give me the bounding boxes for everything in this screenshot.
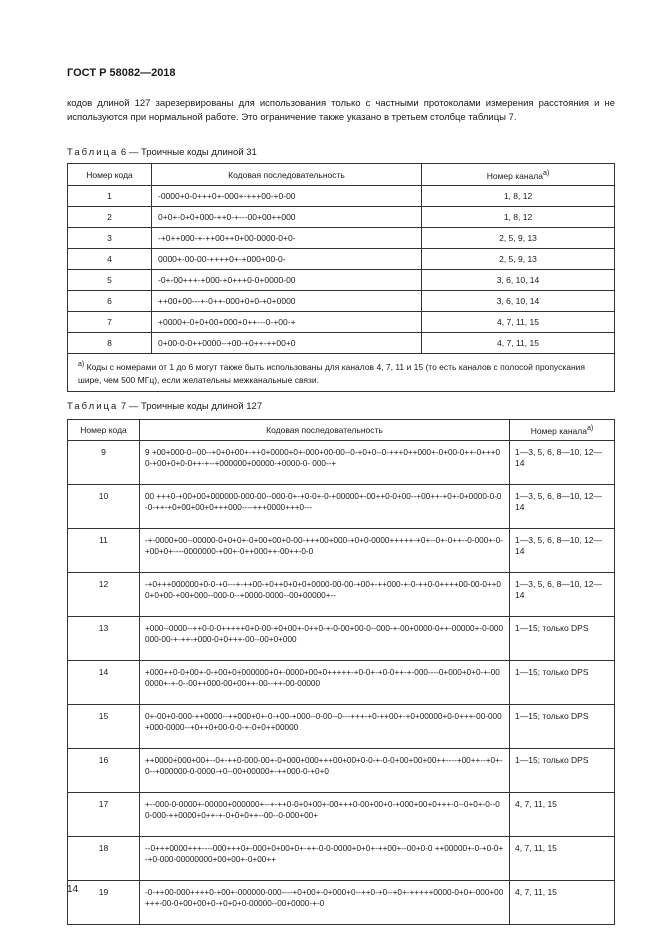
table6-header-ch (422, 164, 615, 186)
code-number: 7 (68, 312, 152, 333)
table6-caption (67, 147, 257, 158)
code-sequence: +000--0000--++0-0-0+++++0+0-00-+0+00+-0++0-+-0-00+00-0--000-+-00+0000-0++-00000+-0-000000-00-+-++-+000-0+0+++-00--00+0+000 (140, 617, 510, 661)
channel-numbers: 1—15; только DPS (510, 705, 615, 749)
code-sequence: -+0+++000000+0-0-+0---+-++00-+0++0+0+0+0000-00-00-+00+-++000-+-0-++0-0++++00-00-0++00+0+00-+00+000--000-0--+0000-0000--00+00000+-- (140, 573, 510, 617)
channel-numbers: 1—3, 5, 6, 8—10, 12— 14 (510, 441, 615, 485)
table7-caption-label: Таблица (67, 401, 119, 412)
code-number: 11 (68, 529, 140, 573)
table6-header-num: Номер кода (68, 164, 152, 186)
code-sequence: +0000+-0+0+00+000+0++---0-+00-+ (152, 312, 422, 333)
channel-numbers: 4, 7, 11, 15 (422, 312, 615, 333)
channel-numbers: 1—15; только DPS (510, 617, 615, 661)
table7-header-num: Номер кода (68, 420, 140, 441)
table-row (68, 617, 615, 661)
table-row (68, 207, 615, 228)
channel-numbers: 1—3, 5, 6, 8—10, 12—14 (510, 573, 615, 617)
code-sequence: 0000+-00-00-++++0+-+000+00-0- (152, 249, 422, 270)
table6-header-footnote-mark: a) (542, 168, 550, 177)
channel-numbers: 1—15; только DPS (510, 749, 615, 793)
code-sequence: -0+-00+++-+000-+0+++0-0+0000-00 (152, 270, 422, 291)
table7-header-seq: Кодовая последовательность (140, 420, 510, 441)
code-sequence: -0-++00-000++++0-+00+-000000-000----+0+00+-0+000+0--++0-+0--+0+-+++++0000-0+0+-000+00+++-00-0+00+00+0-+0+0+0-00000--00+0000-+-0 (140, 881, 510, 925)
code-sequence: 0+00-0-0++0000--+00-+0++-++00+0 (152, 333, 422, 354)
table-row (68, 661, 615, 705)
table7-header-ch-text: Номер канала (530, 425, 587, 436)
table6-header-seq: Кодовая последовательность (152, 164, 422, 186)
code-sequence: ++00+00---+-0++-000+0+0-+0+0000 (152, 291, 422, 312)
table7-header-ch (510, 420, 615, 441)
table-row (68, 186, 615, 207)
channel-numbers: 3, 6, 10, 14 (422, 270, 615, 291)
table6-header-ch-text: Номер канала (486, 170, 543, 181)
channel-numbers: 1, 8, 12 (422, 186, 615, 207)
code-sequence: 9 +00+000-0--00--+0+0+00+-++0+0000+0+-000+00-00--0-+0+0--0-+++0++000+-0+00-0++-0+++00-+00+0+0-0++-+--+000000+00000-+0000-0- 000--+ (140, 441, 510, 485)
table6-note (68, 354, 615, 392)
code-number: 2 (68, 207, 152, 228)
table6-header-row (68, 164, 615, 186)
table-row (68, 291, 615, 312)
code-number: 15 (68, 705, 140, 749)
table6-note-row (68, 354, 615, 392)
code-number: 16 (68, 749, 140, 793)
code-number: 12 (68, 573, 140, 617)
table7-header-row (68, 420, 615, 441)
code-number: 6 (68, 291, 152, 312)
intro-paragraph (67, 97, 615, 125)
code-number: 9 (68, 441, 140, 485)
code-number: 17 (68, 793, 140, 837)
table-row (68, 529, 615, 573)
code-sequence: -+-0000+00--00000-0+0+0+-0+00+00+0-00-+++00+000-+0+0-0000+++++-+0+--0+-0++--0-000+-0-+00+0+----0000000-+00+-0++000++-00++-0-0 (140, 529, 510, 573)
code-number: 4 (68, 249, 152, 270)
table6-caption-text: 6 — Троичные коды длиной 31 (120, 147, 257, 158)
table7 (67, 419, 615, 925)
table-row (68, 837, 615, 881)
table6-body (68, 186, 615, 354)
table-row (68, 333, 615, 354)
code-sequence: -+0++000-+-++00++0+00-0000-0+0- (152, 228, 422, 249)
channel-numbers: 4, 7, 11, 15 (422, 333, 615, 354)
channel-numbers: 4, 7, 11, 15 (510, 881, 615, 925)
code-number: 14 (68, 661, 140, 705)
code-sequence: -0000+0-0+++0+-000+-+++00-+0-00 (152, 186, 422, 207)
channel-numbers: 2, 5, 9, 13 (422, 249, 615, 270)
table-row (68, 573, 615, 617)
channel-numbers: 2, 5, 9, 13 (422, 228, 615, 249)
table-row (68, 881, 615, 925)
code-number: 5 (68, 270, 152, 291)
channel-numbers: 1—3, 5, 6, 8—10, 12—14 (510, 529, 615, 573)
table7-body (68, 441, 615, 925)
channel-numbers: 1, 8, 12 (422, 207, 615, 228)
table-row (68, 749, 615, 793)
channel-numbers: 4, 7, 11, 15 (510, 793, 615, 837)
code-sequence: 0+0+-0+0+000-++0-+---00+00++000 (152, 207, 422, 228)
channel-numbers: 1—3, 5, 6, 8—10, 12—14 (510, 485, 615, 529)
table7-caption-text: 7 — Троичные коды длиной 127 (120, 401, 263, 412)
channel-numbers: 3, 6, 10, 14 (422, 291, 615, 312)
code-sequence: ++0000+000+00+--0+-++0-000-00+-0+000+000+++00+00+0-0-+-0-0+00+00+00++----+00++--+0+-0--+000000-0-0000-+0--00+00000+-++000-0-+0+0 (140, 749, 510, 793)
code-number: 18 (68, 837, 140, 881)
document-header: ГОСТ Р 58082—2018 (67, 67, 176, 79)
table6-note-text: Коды с номерами от 1 до 6 могут также быть использованы для каналов 4, 7, 11 и 15 (то есть каналов с полосой пропускания шире, чем 500 МГц), если желательны межканальные связи. (78, 361, 586, 385)
table-row (68, 485, 615, 529)
code-sequence: --0+++0000+++----000+++0+-000+0+00+0+-++-0-0-0000+0+0+-++00+--00+0-0 ++00000+-0-+0-0+-+0-000-00000000+00+00+-0+00++ (140, 837, 510, 881)
table-row (68, 249, 615, 270)
table7-caption (67, 401, 262, 412)
table6 (67, 163, 615, 392)
code-number: 1 (68, 186, 152, 207)
table-row (68, 705, 615, 749)
table6-caption-label: Таблица (67, 147, 119, 158)
table7-header-footnote-mark: a) (586, 424, 594, 433)
code-sequence: 00 +++0-+00+00+000000-000-00--000-0+-+0-0+-0-+00000+-00++0-0+00--+00++-+0+-0+0000-0-0-0-++-+0+00+00+0+++000----+++0000+++0--- (140, 485, 510, 529)
table-row (68, 441, 615, 485)
intro-text: кодов длиной 127 зарезервированы для использования только с частными протоколами измерения расстояния и не используются при нормальной работе. Это ограничение также указано в третьем столбце таблицы 7. (67, 98, 615, 123)
code-sequence: +--000-0-0000+-00000+000000+--+-++0-0+0+00+-00+++0-00+00+0-+000+00+0+++-0--0+0+-0--00-000-++0000+0++-+-0+0+0++--00--0-000+00+ (140, 793, 510, 837)
code-sequence: +000++0-0+00+-0-+00+0+000000+0+-0000+00+0+++++-+0-0+-+0-0++-+-000----0+000+0+0-+-000000+-+-0--00++000-00+00++-00--++-00-00000 (140, 661, 510, 705)
page-number: 14 (67, 884, 79, 895)
channel-numbers: 1—15; только DPS (510, 661, 615, 705)
table-row (68, 312, 615, 333)
code-number: 13 (68, 617, 140, 661)
channel-numbers: 4, 7, 11, 15 (510, 837, 615, 881)
table-row (68, 228, 615, 249)
code-sequence: 0+-00+0-000-++0000--++000+0+-0-+00-+000--0-00--0---+++-+0-++00+-+0+00000+0-0+++-00-000+000-0000--+0++0+00-0-0-+-0+0++00000 (140, 705, 510, 749)
code-number: 10 (68, 485, 140, 529)
table-row (68, 270, 615, 291)
table-row (68, 793, 615, 837)
code-number: 8 (68, 333, 152, 354)
code-number: 19 (68, 881, 140, 925)
code-number: 3 (68, 228, 152, 249)
table6-note-mark: a) (78, 360, 85, 368)
